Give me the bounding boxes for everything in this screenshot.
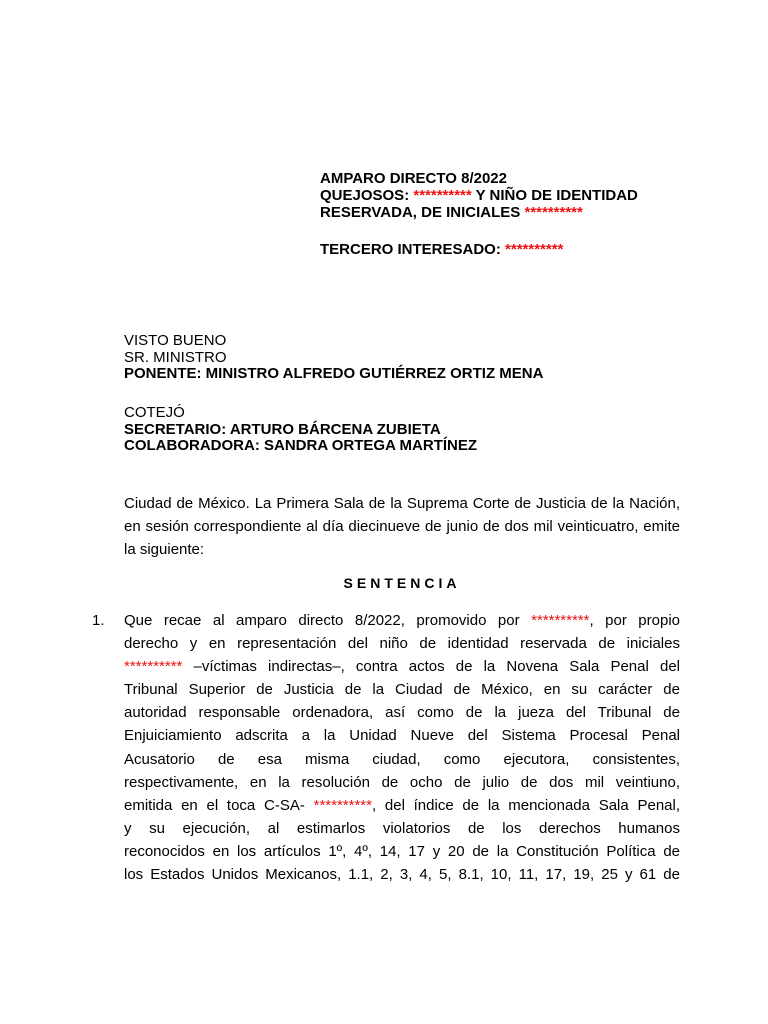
quejosos-text: Y NIÑO DE IDENTIDAD: [475, 187, 638, 204]
quejosos-line: [320, 187, 710, 204]
redacted-toca: **********: [313, 796, 372, 814]
text-segment: , del índice de la mencionada Sala Penal,: [371, 796, 680, 814]
text-segment: –víctimas indirectas–, contra actos de la Novena Sala Penal del: [182, 658, 680, 676]
paragraph-line: respectivamente, en la resolución de ocho de julio de dos mil veintiuno,: [124, 773, 680, 791]
visto-bueno-label: VISTO BUENO: [124, 332, 227, 349]
quejosos-label: QUEJOSOS:: [320, 187, 410, 204]
colaboradora-line: COLABORADORA: SANDRA ORTEGA MARTÍNEZ: [124, 437, 478, 454]
ponente-line: PONENTE: MINISTRO ALFREDO GUTIÉRREZ ORTIZ MENA: [124, 365, 544, 382]
text-segment: Que recae al amparo directo 8/2022, promovido por: [124, 612, 520, 629]
paragraph-line: derecho y en representación del niño de identidad reservada de iniciales: [124, 635, 680, 653]
case-header: [320, 170, 710, 258]
paragraph-1: [124, 609, 680, 886]
paragraph-line: autoridad responsable ordenadora, así como de la jueza del Tribunal de: [124, 704, 680, 722]
paragraph-line: [124, 794, 680, 817]
text-segment: , por propio: [589, 612, 681, 629]
paragraph-line: Tribunal Superior de Justicia de la Ciudad de México, en su carácter de: [124, 681, 680, 699]
paragraph-line: [124, 609, 680, 632]
paragraph-line: Acusatorio de esa misma ciudad, como ejecutora, consistentes,: [124, 750, 680, 768]
ministro-label: SR. MINISTRO: [124, 348, 227, 366]
quejosos-line-2: [320, 204, 710, 221]
cotejo-label: COTEJÓ: [124, 404, 185, 421]
redacted-initials-2: **********: [124, 658, 183, 676]
quejosos-text-2: RESERVADA, DE INICIALES: [320, 204, 521, 221]
paragraph-line: los Estados Unidos Mexicanos, 1.1, 2, 3, 4, 5, 8.1, 10, 11, 17, 19, 25 y 61 de: [124, 866, 680, 884]
text-segment: emitida en el toca C-SA-: [124, 796, 305, 814]
visto-bueno-block: [124, 333, 684, 383]
sentencia-title: SENTENCIA: [343, 575, 461, 591]
paragraph-line: [124, 655, 680, 678]
paragraph-line: reconocidos en los artículos 1º, 4º, 14, 17 y 20 de la Constitución Política de: [124, 842, 680, 860]
cotejo-block: [124, 405, 684, 455]
redacted-name: **********: [413, 187, 472, 204]
amparo-number: AMPARO DIRECTO 8/2022: [320, 170, 507, 187]
paragraph-number: 1.: [92, 612, 105, 629]
secretario-line: SECRETARIO: ARTURO BÁRCENA ZUBIETA: [124, 420, 441, 438]
redacted-initials: **********: [524, 204, 583, 221]
redacted-tercero: **********: [505, 241, 564, 258]
tercero-line: [320, 241, 710, 258]
paragraph-line: y su ejecución, al estimarlos violatorios de los derechos humanos: [124, 819, 680, 837]
paragraph-line: Enjuiciamiento adscrita a la Unidad Nueve del Sistema Procesal Penal: [124, 727, 680, 745]
intro-paragraph: Ciudad de México. La Primera Sala de la Suprema Corte de Justicia de la Nación, en sesión correspondiente al día diecinueve de junio de dos mil veinticuatro, emite la siguiente:: [124, 495, 680, 558]
tercero-label: TERCERO INTERESADO:: [320, 241, 501, 258]
redacted-promovente: **********: [531, 612, 590, 629]
